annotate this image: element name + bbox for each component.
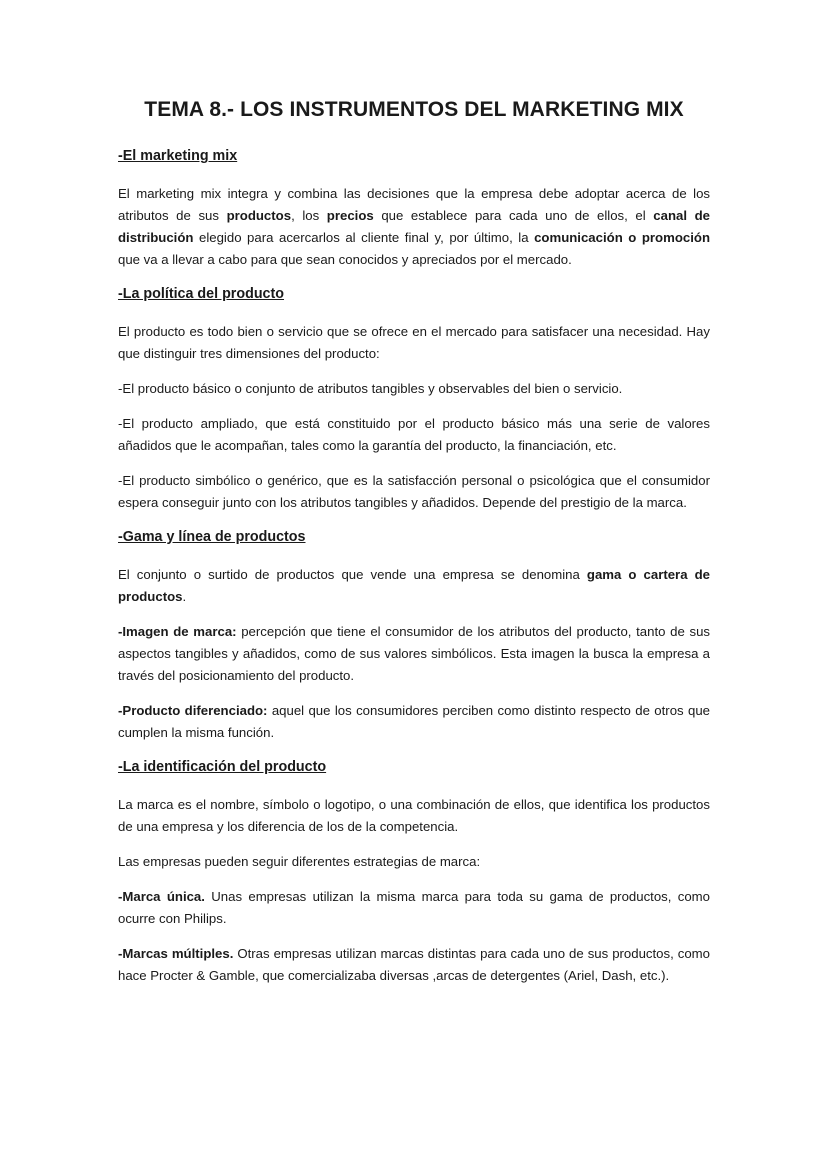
paragraph: El marketing mix integra y combina las decisiones que la empresa debe adoptar acerca de los atributos de sus productos, los precios que establece para cada uno de ellos, el canal de distribución elegido para acercarlos al cliente final y, por último, la comunicación o promoción que va a llevar a cabo para que sean conocidos y apreciados por el mercado. <box>118 186 710 267</box>
paragraph: -Marca única. Unas empresas utilizan la misma marca para toda su gama de productos, como ocurre con Philips. <box>118 889 710 926</box>
section-heading: -La identificación del producto <box>118 759 327 775</box>
document-page <box>118 98 710 1000</box>
paragraph: -El producto simbólico o genérico, que es la satisfacción personal o psicológica que el consumidor espera conseguir junto con los atributos tangibles y añadidos. Depende del prestigio de la marca. <box>118 473 710 510</box>
section-identificacion <box>118 757 710 987</box>
paragraph: El conjunto o surtido de productos que vende una empresa se denomina gama o cartera de productos. <box>118 567 710 604</box>
section-heading: -El marketing mix <box>118 148 238 164</box>
paragraph: -El producto ampliado, que está constituido por el producto básico más una serie de valores añadidos que le acompañan, tales como la garantía del producto, la financiación, etc. <box>118 416 710 453</box>
paragraph: -Imagen de marca: percepción que tiene el consumidor de los atributos del producto, tanto de sus aspectos tangibles y añadidos, como de sus valores simbólicos. Esta imagen la busca la empresa a través del posicionamiento del producto. <box>118 624 710 683</box>
paragraph: -El producto básico o conjunto de atributos tangibles y observables del bien o servicio. <box>118 381 623 396</box>
paragraph: -Marcas múltiples. Otras empresas utilizan marcas distintas para cada uno de sus productos, como hace Procter & Gamble, que comercializaba diversas ,arcas de detergentes (Ariel, Dash, etc.). <box>118 946 711 983</box>
section-marketing-mix <box>118 146 710 271</box>
paragraph: El producto es todo bien o servicio que se ofrece en el mercado para satisfacer una necesidad. Hay que distinguir tres dimensiones del producto: <box>118 324 710 361</box>
section-politica-producto <box>118 284 710 514</box>
section-heading: -Gama y línea de productos <box>118 529 306 545</box>
page-title: TEMA 8.- LOS INSTRUMENTOS DEL MARKETING MIX <box>144 98 684 121</box>
paragraph: -Producto diferenciado: aquel que los consumidores perciben como distinto respecto de otros que cumplen la misma función. <box>118 703 710 740</box>
section-gama-linea <box>118 527 710 744</box>
section-heading: -La política del producto <box>118 286 285 302</box>
paragraph: Las empresas pueden seguir diferentes estrategias de marca: <box>118 854 481 869</box>
paragraph: La marca es el nombre, símbolo o logotipo, o una combinación de ellos, que identifica los productos de una empresa y los diferencia de los de la competencia. <box>118 797 710 834</box>
